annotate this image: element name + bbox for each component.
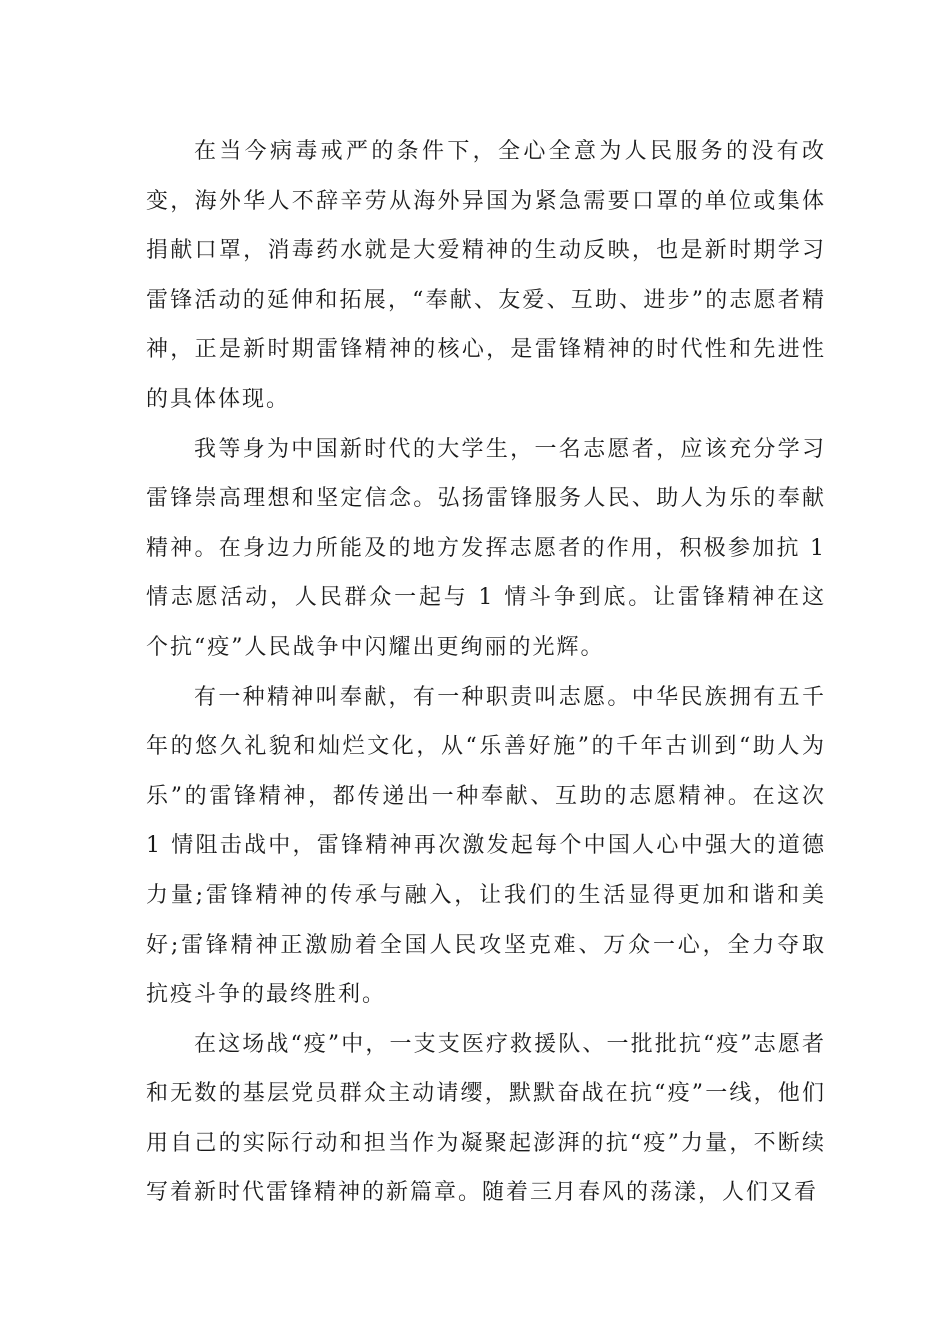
paragraph-1: 在当今病毒戒严的条件下，全心全意为人民服务的没有改变，海外华人不辞辛劳从海外异国为紧急需要口罩的单位或集体捐献口罩，消毒药水就是大爱精神的生动反映，也是新时期学习雷锋活动的延伸和拓展，“奉献、友爱、互助、进步”的志愿者精神，正是新时期雷锋精神的核心，是雷锋精神的时代性和先进性的具体体现。: [146, 139, 826, 412]
paragraph-2: 我等身为中国新时代的大学生，一名志愿者，应该充分学习雷锋崇高理想和坚定信念。弘扬雷锋服务人民、助人为乐的奉献精神。在身边力所能及的地方发挥志愿者的作用，积极参加抗 1 情志愿活动，人民群众一起与 1 情斗争到底。让雷锋精神在这个抗“疫”人民战争中闪耀出更绚丽的光辉。: [146, 436, 826, 660]
paragraph-3: 有一种精神叫奉献，有一种职责叫志愿。中华民族拥有五千年的悠久礼貌和灿烂文化，从“乐善好施”的千年古训到“助人为乐”的雷锋精神，都传递出一种奉献、互助的志愿精神。在这次 1 情阻击战中，雷锋精神再次激发起每个中国人心中强大的道德力量;雷锋精神的传承与融入，让我们的生活显得更加和谐和美好;雷锋精神正激励着全国人民攻坚克难、万众一心，全力夺取抗疫斗争的最终胜利。: [146, 684, 826, 1008]
paragraph-4: 在这场战“疫”中，一支支医疗救援队、一批批抗“疫”志愿者和无数的基层党员群众主动请缨，默默奋战在抗“疫”一线，他们用自己的实际行动和担当作为凝聚起澎湃的抗“疫”力量，不断续写着新时代雷锋精神的新篇章。随着三月春风的荡漾，人们又看: [146, 1031, 826, 1206]
document-body: [146, 127, 826, 1218]
